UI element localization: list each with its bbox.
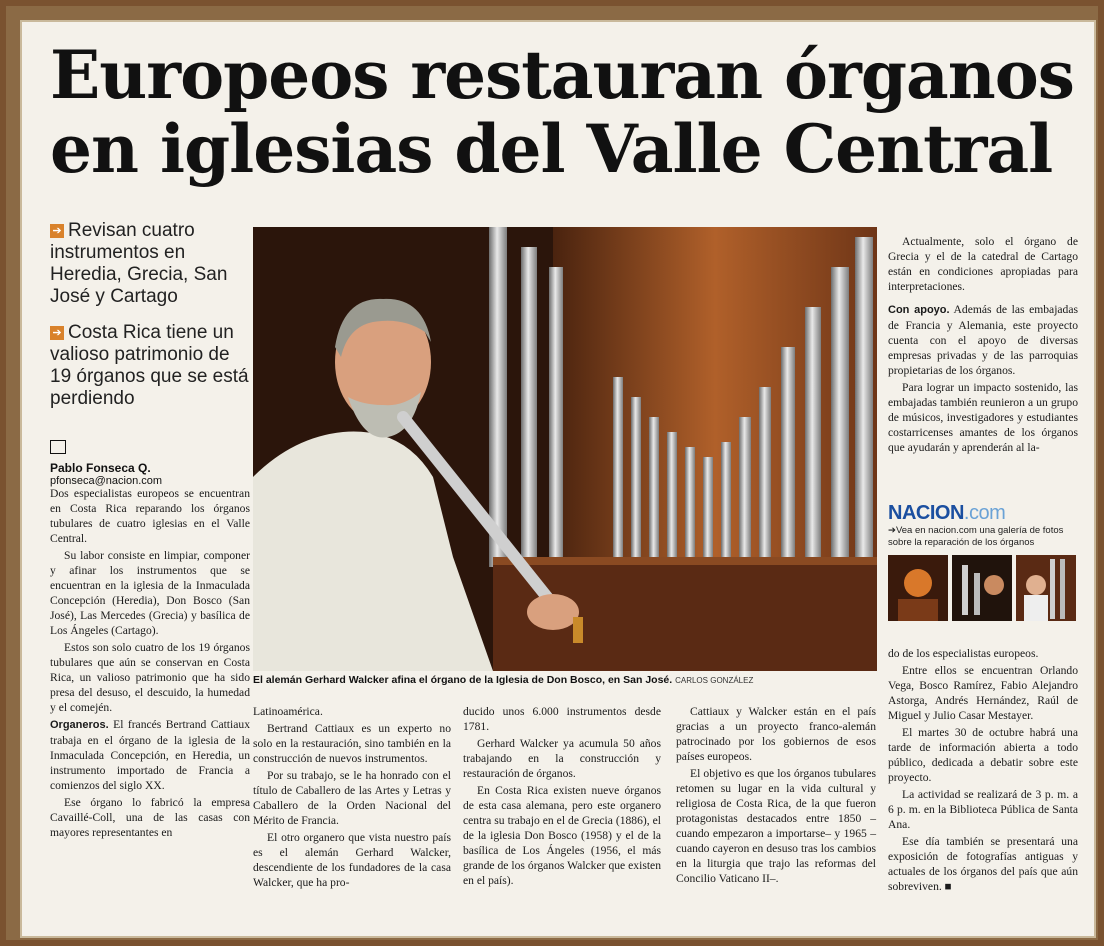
paragraph: La actividad se realizará de 3 p. m. a 6 p. m. en la Biblioteca Pública de Santa Ana. bbox=[888, 788, 1078, 831]
paragraph: Bertrand Cattiaux es un experto no solo en la restauración, sino también en la construcción de nuevos instrumentos. bbox=[253, 722, 451, 765]
column-5-top bbox=[888, 234, 1078, 457]
photo-thumbnails bbox=[888, 555, 1078, 621]
paragraph: do de los especialistas europeos. bbox=[888, 647, 1039, 660]
thumbnail-3[interactable] bbox=[1016, 555, 1076, 621]
column-3 bbox=[463, 704, 661, 890]
paragraph: Organeros. El francés Bertrand Cattiaux trabaja en el órgano de la iglesia de la Inmaculada Concepción, en Heredia, un instrumento importado de Francia a comienzos del siglo XX. bbox=[50, 718, 250, 792]
newspaper-clipping bbox=[20, 20, 1096, 938]
column-2 bbox=[253, 704, 451, 892]
paragraph: Con apoyo. Además de las embajadas de Francia y Alemania, este proyecto cuenta con el apoyo de diversas empresas privadas y de las parroquias propietarias de los órganos. bbox=[888, 303, 1079, 377]
paragraph: Ese órgano lo fabricó la empresa Cavaillé-Coll, una de las casas con mayores representantes en bbox=[50, 796, 250, 839]
byline bbox=[50, 440, 250, 487]
paragraph: Por su trabajo, se le ha honrado con el título de Caballero de las Artes y Letras y Caballero de la Orden Nacional del Mérito de Francia. bbox=[253, 769, 451, 827]
author-email: pfonseca@nacion.com bbox=[50, 475, 163, 487]
paragraph: Su labor consiste en limpiar, componer y afinar los instrumentos que se encuentran en la iglesia de la Inmaculada Concepción (Heredia), Don Bosco (San José), Las Mercedes (Grecia) y basílica de Los Ángeles (Cartago). bbox=[50, 549, 250, 637]
paragraph: ducido unos 6.000 instrumentos desde 1781. bbox=[463, 705, 661, 733]
photo-illustration bbox=[253, 227, 877, 671]
column-5-bottom bbox=[888, 646, 1078, 896]
nacion-promo bbox=[888, 502, 1078, 621]
arrow-icon: ➔ bbox=[50, 224, 64, 238]
caption-text: El alemán Gerhard Walcker afina el órgano de la Iglesia de Don Bosco, en San José. bbox=[253, 674, 673, 686]
paragraph: Cattiaux y Walcker están en el país gracias a un proyecto franco-alemán patrocinado por los gobiernos de esos países europeos. bbox=[676, 705, 876, 763]
arrow-icon: ➔ bbox=[50, 326, 64, 340]
paragraph: Actualmente, solo el órgano de Grecia y el de la catedral de Cartago están en condiciones apropiadas para interpretaciones. bbox=[888, 235, 1078, 293]
thumbnail-1[interactable] bbox=[888, 555, 948, 621]
subheadline-bullets bbox=[50, 220, 250, 424]
paragraph: Entre ellos se encuentran Orlando Vega, Bosco Ramírez, Fabio Alejandro Astorga, Andrés Hernández, Raúl de Miguel y Julio Casar Mestayer. bbox=[888, 664, 1078, 722]
paragraph: El martes 30 de octubre habrá una tarde de información abierta a todo público, dedicada a debatir sobre este proyecto. bbox=[888, 726, 1078, 784]
photo-credit: CARLOS GONZÁLEZ bbox=[675, 676, 754, 685]
column-1 bbox=[50, 486, 250, 842]
mail-icon bbox=[50, 440, 66, 454]
paragraph: Para lograr un impacto sostenido, las embajadas también reunieron a un grupo de músicos, investigadores y estudiantes costarricenses amantes de los órganos que ayudarán y aprenderán al la- bbox=[888, 381, 1078, 454]
subhead: Con apoyo. bbox=[888, 304, 950, 316]
nacion-logo[interactable]: NACION.com bbox=[888, 502, 1006, 524]
thumbnail-2[interactable] bbox=[952, 555, 1012, 621]
paragraph: Latinoamérica. bbox=[253, 705, 323, 718]
photo-caption bbox=[253, 674, 877, 686]
paragraph: Gerhard Walcker ya acumula 50 años trabajando en la construcción y restauración de órganos. bbox=[463, 737, 661, 780]
organ-photo bbox=[253, 227, 877, 671]
column-4 bbox=[676, 704, 876, 888]
paragraph: En Costa Rica existen nueve órganos de esta casa alemana, pero este organero centra su trabajo en el de Grecia (1886), el de la iglesia Don Bosco (1958) y el de la basílica de Los Ángeles (1956, el más grande de los órganos Walcker que existen en el país). bbox=[463, 784, 661, 887]
paragraph: El objetivo es que los órganos tubulares retomen su lugar en la vida cultural y religiosa de Costa Rica, de la que fueron protagonistas destacados entre 1850 –cuando empezaron a importarse– y 1965 –cuando cayeron en desuso tras los cambios en la liturgia que trajo las reformas del Concilio Vaticano II–. bbox=[676, 767, 876, 885]
paragraph: Estos son solo cuatro de los 19 órganos tubulares que aún se conservan en Costa Rica, un valioso patrimonio que ha sido presa del desuso, el descuido, la humedad y el comején. bbox=[50, 641, 250, 714]
paragraph: Dos especialistas europeos se encuentran en Costa Rica reparando los órganos tubulares de cuatro iglesias en el Valle Central. bbox=[50, 487, 250, 545]
subhead: Organeros. bbox=[50, 719, 109, 731]
bullet-1: ➔ Revisan cuatro instrumentos en Heredia, Grecia, San José y Cartago bbox=[50, 220, 228, 307]
paragraph: Ese día también se presentará una exposición de fotografías antiguas y actuales de los órganos del país que aún sobreviven. ■ bbox=[888, 835, 1078, 893]
headline: Europeos restauran órganos en iglesias del Valle Central bbox=[50, 36, 1074, 188]
bullet-2: ➔ Costa Rica tiene un valioso patrimonio de 19 órganos que se está perdiendo bbox=[50, 322, 249, 409]
paragraph: El otro organero que vista nuestro país es el alemán Gerhard Walcker, descendiente de los fundadores de la casa Walcker, que ha pro- bbox=[253, 831, 451, 889]
nacion-promo-text: ➔Vea en nacion.com una galería de fotos sobre la reparación de los órganos bbox=[888, 525, 1064, 548]
author-name: Pablo Fonseca Q. bbox=[50, 461, 151, 475]
